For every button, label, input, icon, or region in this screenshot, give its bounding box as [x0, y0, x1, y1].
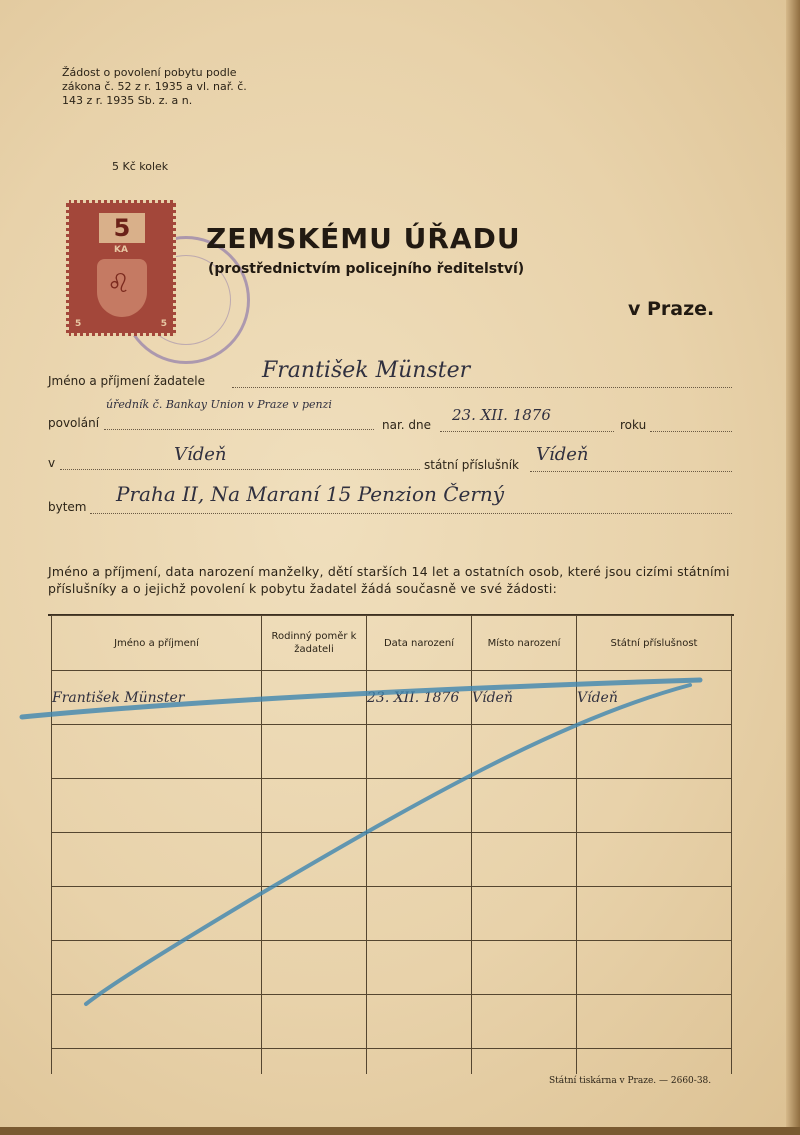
- in-field[interactable]: Vídeň: [174, 444, 227, 465]
- fee-note: 5 Kč kolek: [112, 160, 169, 173]
- residence-label: bytem: [48, 500, 87, 514]
- occupation-label: povolání: [48, 416, 100, 430]
- cell-citizenship[interactable]: Vídeň: [577, 671, 732, 725]
- citizenship-label: státní příslušník: [424, 458, 519, 472]
- col-header-name: Jméno a příjmení: [52, 616, 262, 671]
- cell-name[interactable]: František Münster: [52, 671, 262, 725]
- office-location: v Praze.: [628, 298, 715, 320]
- col-header-birthplace: Místo narození: [472, 616, 577, 671]
- name-label: Jméno a příjmení žadatele: [48, 374, 206, 388]
- stamp-corner-value: 5: [160, 319, 167, 329]
- office-subtitle: (prostřednictvím policejního ředitelství): [208, 261, 525, 277]
- stamp-code: KA: [114, 245, 128, 255]
- cell-birthplace[interactable]: Vídeň: [472, 671, 577, 725]
- col-header-relation: Rodinný poměr k žadateli: [262, 616, 367, 671]
- in-label: v: [48, 456, 56, 470]
- cell-birthdate[interactable]: 23. XII. 1876: [367, 671, 472, 725]
- residence-field[interactable]: Praha II, Na Maraní 15 Penzion Černý: [116, 482, 505, 506]
- year-label: roku: [620, 418, 647, 432]
- col-header-citizenship: Státní příslušnost: [577, 616, 732, 671]
- stamp-value: 5: [99, 213, 145, 243]
- instructions-paragraph: Jméno a příjmení, data narození manželky, dětí starších 14 let a ostatních osob, které jsou cizími státními příslušníky a o jejichž povolení k pobytu žadatel žádá současně ve své žádosti:: [48, 564, 730, 596]
- lion-icon: ♌: [107, 269, 131, 299]
- occupation-field[interactable]: úředník č. Bankay Union v Praze v penzi: [106, 398, 332, 411]
- born-field[interactable]: 23. XII. 1876: [452, 406, 551, 424]
- office-title: ZEMSKÉMU ÚŘADU: [206, 222, 521, 255]
- citizenship-field[interactable]: Vídeň: [536, 444, 589, 465]
- stamp-corner-value: 5: [75, 319, 82, 329]
- name-field[interactable]: František Münster: [262, 358, 471, 383]
- law-reference: Žádost o povolení pobytu podle zákona č. 52 z r. 1935 a vl. nař. č. 143 z r. 1935 Sb. z. a n.: [62, 66, 247, 107]
- born-label: nar. dne: [382, 418, 432, 432]
- printer-footer: Státní tiskárna v Praze. — 2660-38.: [549, 1076, 712, 1086]
- col-header-birthdate: Data narození: [367, 616, 472, 671]
